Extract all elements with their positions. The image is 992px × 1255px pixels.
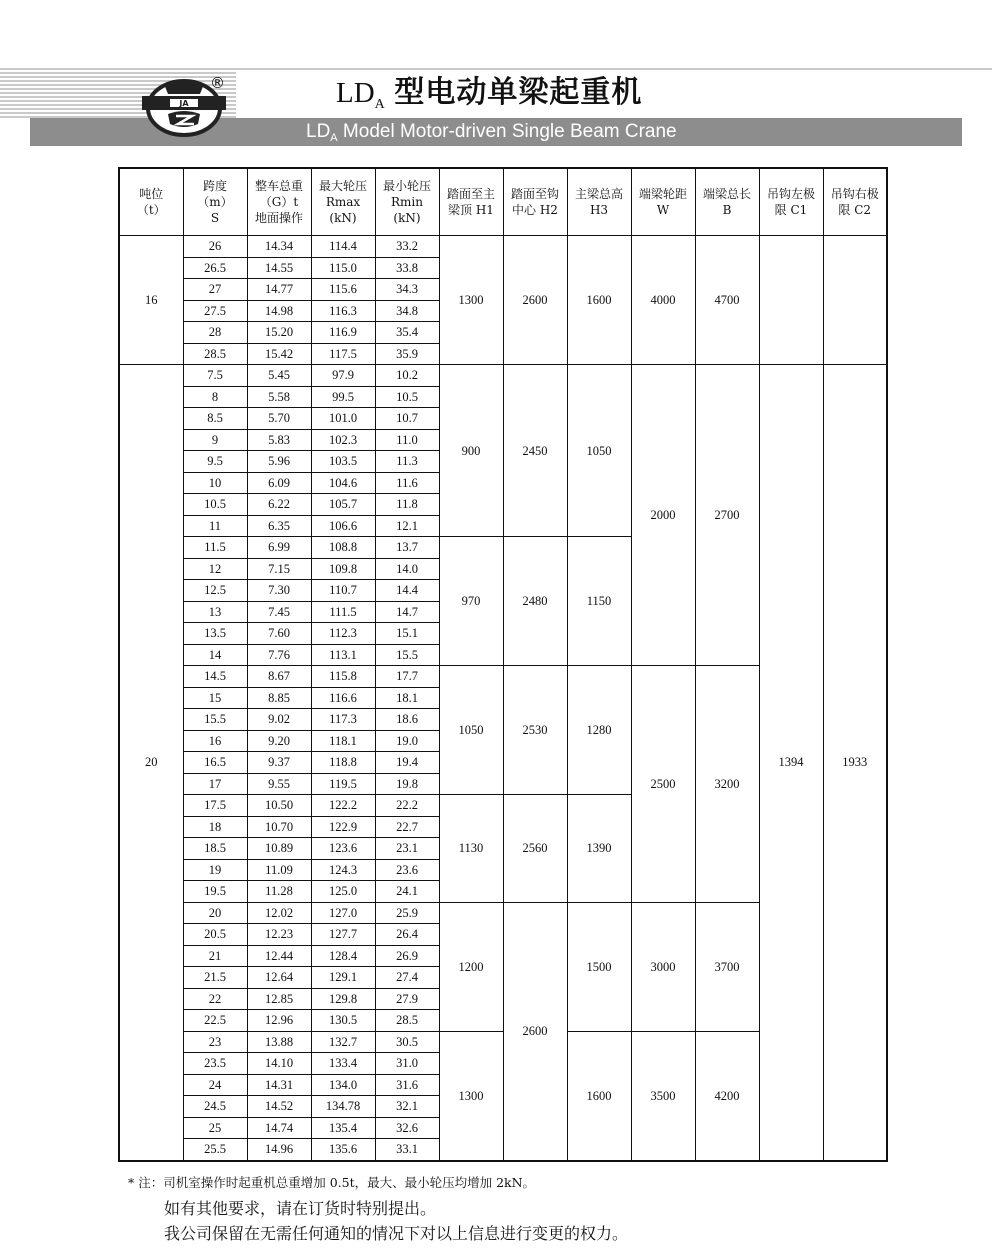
- rmax-cell: 117.3: [311, 709, 375, 731]
- column-header-line: 限 C2: [838, 203, 872, 217]
- rmin-cell: 15.5: [375, 644, 439, 666]
- rmax-cell: 111.5: [311, 601, 375, 623]
- footnote: * 注：司机室操作时起重机总重增加 0.5t，最大、最小轮压均增加 2kN。: [128, 1175, 536, 1190]
- weight-cell: 8.85: [247, 687, 311, 709]
- column-header-line: 吊钩右极: [830, 187, 879, 201]
- weight-cell: 5.45: [247, 365, 311, 387]
- rmax-cell: 130.5: [311, 1010, 375, 1032]
- h3-cell: 1500: [567, 902, 631, 1031]
- rmax-cell: 108.8: [311, 537, 375, 559]
- rmin-cell: 10.5: [375, 386, 439, 408]
- column-header-line: (kN): [329, 211, 357, 225]
- span-cell: 18.5: [183, 838, 247, 860]
- c1-cell: 1394: [759, 365, 823, 1161]
- rmin-cell: 22.2: [375, 795, 439, 817]
- column-header: [247, 168, 311, 236]
- column-header: [375, 168, 439, 236]
- span-cell: 24: [183, 1074, 247, 1096]
- rmax-cell: 122.2: [311, 795, 375, 817]
- rmin-cell: 23.6: [375, 859, 439, 881]
- span-cell: 25: [183, 1117, 247, 1139]
- column-header-line: Rmax: [325, 195, 361, 209]
- weight-cell: 14.31: [247, 1074, 311, 1096]
- weight-cell: 6.22: [247, 494, 311, 516]
- rmax-cell: 106.6: [311, 515, 375, 537]
- span-cell: 17: [183, 773, 247, 795]
- column-header-line: 最大轮压: [318, 179, 367, 193]
- rmax-cell: 116.6: [311, 687, 375, 709]
- rmin-cell: 11.3: [375, 451, 439, 473]
- rmax-cell: 119.5: [311, 773, 375, 795]
- column-header: [439, 168, 503, 236]
- rmax-cell: 101.0: [311, 408, 375, 430]
- rmax-cell: 99.5: [311, 386, 375, 408]
- rmin-cell: 23.1: [375, 838, 439, 860]
- span-cell: 22: [183, 988, 247, 1010]
- rmin-cell: 15.1: [375, 623, 439, 645]
- span-cell: 11.5: [183, 537, 247, 559]
- rmax-cell: 124.3: [311, 859, 375, 881]
- rmax-cell: 123.6: [311, 838, 375, 860]
- weight-cell: 15.42: [247, 343, 311, 365]
- rmin-cell: 19.8: [375, 773, 439, 795]
- weight-cell: 12.85: [247, 988, 311, 1010]
- title-cn-text: 型电动单梁起重机: [394, 75, 643, 110]
- rmax-cell: 128.4: [311, 945, 375, 967]
- c2-cell: 1933: [823, 365, 887, 1161]
- column-header-line: H3: [589, 203, 609, 217]
- weight-cell: 15.20: [247, 322, 311, 344]
- rmax-cell: 132.7: [311, 1031, 375, 1053]
- column-header: [311, 168, 375, 236]
- weight-cell: 7.15: [247, 558, 311, 580]
- h1-cell: 1300: [439, 1031, 503, 1161]
- span-cell: 13: [183, 601, 247, 623]
- span-cell: 28.5: [183, 343, 247, 365]
- rmin-cell: 31.6: [375, 1074, 439, 1096]
- weight-cell: 12.64: [247, 967, 311, 989]
- rmin-cell: 11.0: [375, 429, 439, 451]
- column-header-line: （t）: [136, 203, 166, 217]
- column-header-line: 跨度: [202, 179, 227, 193]
- column-header-line: （m）: [197, 195, 233, 209]
- span-cell: 15: [183, 687, 247, 709]
- column-header-line: 端梁总长: [702, 187, 751, 201]
- weight-cell: 9.20: [247, 730, 311, 752]
- h1-cell: 1130: [439, 795, 503, 903]
- w-cell: 4000: [631, 236, 695, 365]
- column-header-line: 限 C1: [774, 203, 808, 217]
- span-cell: 27.5: [183, 300, 247, 322]
- rmin-cell: 31.0: [375, 1053, 439, 1075]
- column-header-line: 吨位: [139, 187, 164, 201]
- span-cell: 23.5: [183, 1053, 247, 1075]
- weight-cell: 14.74: [247, 1117, 311, 1139]
- span-cell: 19.5: [183, 881, 247, 903]
- rmin-cell: 18.6: [375, 709, 439, 731]
- b-cell: 3700: [695, 902, 759, 1031]
- rmax-cell: 125.0: [311, 881, 375, 903]
- column-header: [119, 168, 183, 236]
- weight-cell: 8.67: [247, 666, 311, 688]
- h1-cell: 970: [439, 537, 503, 666]
- column-header-line: 端梁轮距: [638, 187, 687, 201]
- weight-cell: 5.83: [247, 429, 311, 451]
- rmin-cell: 28.5: [375, 1010, 439, 1032]
- rmax-cell: 104.6: [311, 472, 375, 494]
- span-cell: 15.5: [183, 709, 247, 731]
- weight-cell: 14.77: [247, 279, 311, 301]
- b-cell: 3200: [695, 666, 759, 903]
- b-cell: 4200: [695, 1031, 759, 1161]
- column-header-line: 中心 H2: [512, 203, 558, 217]
- rmin-cell: 14.0: [375, 558, 439, 580]
- rmin-cell: 10.2: [375, 365, 439, 387]
- weight-cell: 12.96: [247, 1010, 311, 1032]
- column-header-line: B: [722, 203, 732, 217]
- span-cell: 26.5: [183, 257, 247, 279]
- rmin-cell: 17.7: [375, 666, 439, 688]
- column-header: [183, 168, 247, 236]
- rmax-cell: 103.5: [311, 451, 375, 473]
- rights-remark: 我公司保留在无需任何通知的情况下对以上信息进行变更的权力。: [164, 1224, 629, 1243]
- h2-cell: 2530: [503, 666, 567, 795]
- weight-cell: 7.30: [247, 580, 311, 602]
- weight-cell: 10.89: [247, 838, 311, 860]
- column-header: [759, 168, 823, 236]
- h2-cell: 2480: [503, 537, 567, 666]
- weight-cell: 14.98: [247, 300, 311, 322]
- rmax-cell: 110.7: [311, 580, 375, 602]
- column-header-line: 吊钩左极: [766, 187, 815, 201]
- c1-cell: [759, 236, 823, 365]
- rmin-cell: 12.1: [375, 515, 439, 537]
- rmin-cell: 19.0: [375, 730, 439, 752]
- rmin-cell: 18.1: [375, 687, 439, 709]
- rmin-cell: 33.1: [375, 1139, 439, 1161]
- weight-cell: 9.37: [247, 752, 311, 774]
- rmax-cell: 127.7: [311, 924, 375, 946]
- column-header: [567, 168, 631, 236]
- title-model-prefix: LD: [336, 77, 375, 109]
- span-cell: 9.5: [183, 451, 247, 473]
- weight-cell: 10.70: [247, 816, 311, 838]
- span-cell: 18: [183, 816, 247, 838]
- table-row: [119, 365, 887, 387]
- span-cell: 24.5: [183, 1096, 247, 1118]
- w-cell: 2500: [631, 666, 695, 903]
- rmin-cell: 30.5: [375, 1031, 439, 1053]
- rmax-cell: 97.9: [311, 365, 375, 387]
- rmin-cell: 10.7: [375, 408, 439, 430]
- b-cell: 4700: [695, 236, 759, 365]
- span-cell: 9: [183, 429, 247, 451]
- weight-cell: 12.44: [247, 945, 311, 967]
- rmin-cell: 34.3: [375, 279, 439, 301]
- h3-cell: 1280: [567, 666, 631, 795]
- h3-cell: 1150: [567, 537, 631, 666]
- rmax-cell: 116.9: [311, 322, 375, 344]
- tonnage-cell: 16: [119, 236, 183, 365]
- span-cell: 16: [183, 730, 247, 752]
- w-cell: 2000: [631, 365, 695, 666]
- weight-cell: 6.09: [247, 472, 311, 494]
- h1-cell: 1050: [439, 666, 503, 795]
- rmax-cell: 134.0: [311, 1074, 375, 1096]
- rmin-cell: 13.7: [375, 537, 439, 559]
- rmax-cell: 129.8: [311, 988, 375, 1010]
- weight-cell: 5.70: [247, 408, 311, 430]
- span-cell: 21: [183, 945, 247, 967]
- h2-cell: 2600: [503, 902, 567, 1161]
- weight-cell: 11.28: [247, 881, 311, 903]
- span-cell: 10: [183, 472, 247, 494]
- span-cell: 27: [183, 279, 247, 301]
- column-header-line: Rmin: [391, 195, 423, 209]
- column-header: [503, 168, 567, 236]
- rmax-cell: 112.3: [311, 623, 375, 645]
- weight-cell: 9.55: [247, 773, 311, 795]
- rmax-cell: 115.8: [311, 666, 375, 688]
- rmax-cell: 135.4: [311, 1117, 375, 1139]
- rmin-cell: 14.7: [375, 601, 439, 623]
- h2-cell: 2600: [503, 236, 567, 365]
- rmin-cell: 33.2: [375, 236, 439, 258]
- title-en-prefix: LD: [306, 121, 331, 142]
- span-cell: 10.5: [183, 494, 247, 516]
- column-header-line: W: [656, 203, 670, 217]
- weight-cell: 10.50: [247, 795, 311, 817]
- w-cell: 3000: [631, 902, 695, 1031]
- span-cell: 12: [183, 558, 247, 580]
- rmin-cell: 26.9: [375, 945, 439, 967]
- rmin-cell: 22.7: [375, 816, 439, 838]
- weight-cell: 6.35: [247, 515, 311, 537]
- weight-cell: 6.99: [247, 537, 311, 559]
- c2-cell: [823, 236, 887, 365]
- h3-cell: 1390: [567, 795, 631, 903]
- rmin-cell: 27.9: [375, 988, 439, 1010]
- span-cell: 20.5: [183, 924, 247, 946]
- span-cell: 12.5: [183, 580, 247, 602]
- rmin-cell: 35.9: [375, 343, 439, 365]
- column-header: [631, 168, 695, 236]
- tonnage-cell: 20: [119, 365, 183, 1161]
- span-cell: 21.5: [183, 967, 247, 989]
- h1-cell: 1300: [439, 236, 503, 365]
- rmax-cell: 134.78: [311, 1096, 375, 1118]
- span-cell: 19: [183, 859, 247, 881]
- weight-cell: 14.10: [247, 1053, 311, 1075]
- table-row: [119, 236, 887, 258]
- rmin-cell: 14.4: [375, 580, 439, 602]
- registered-mark: ®: [210, 74, 225, 92]
- column-header-line: （G）t: [259, 195, 299, 209]
- page-title-cn: [336, 74, 642, 124]
- column-header-line: 主梁总高: [574, 187, 623, 201]
- h3-cell: 1050: [567, 365, 631, 537]
- weight-cell: 7.76: [247, 644, 311, 666]
- weight-cell: 5.58: [247, 386, 311, 408]
- weight-cell: 14.52: [247, 1096, 311, 1118]
- b-cell: 2700: [695, 365, 759, 666]
- spec-table: [118, 167, 888, 1162]
- rmin-cell: 24.1: [375, 881, 439, 903]
- rmin-cell: 27.4: [375, 967, 439, 989]
- table-header-row: [119, 168, 887, 236]
- rmax-cell: 113.1: [311, 644, 375, 666]
- rmin-cell: 33.8: [375, 257, 439, 279]
- rmin-cell: 11.6: [375, 472, 439, 494]
- span-cell: 7.5: [183, 365, 247, 387]
- weight-cell: 14.96: [247, 1139, 311, 1161]
- span-cell: 8.5: [183, 408, 247, 430]
- rmax-cell: 109.8: [311, 558, 375, 580]
- span-cell: 17.5: [183, 795, 247, 817]
- span-cell: 28: [183, 322, 247, 344]
- rmin-cell: 32.6: [375, 1117, 439, 1139]
- span-cell: 20: [183, 902, 247, 924]
- column-header-line: 梁顶 H1: [448, 203, 494, 217]
- column-header-line: 地面操作: [254, 211, 303, 225]
- span-cell: 22.5: [183, 1010, 247, 1032]
- rmax-cell: 129.1: [311, 967, 375, 989]
- rmax-cell: 133.4: [311, 1053, 375, 1075]
- h3-cell: 1600: [567, 236, 631, 365]
- rmax-cell: 122.9: [311, 816, 375, 838]
- span-cell: 26: [183, 236, 247, 258]
- span-cell: 23: [183, 1031, 247, 1053]
- weight-cell: 7.45: [247, 601, 311, 623]
- rmin-cell: 34.8: [375, 300, 439, 322]
- title-model-sub: A: [374, 97, 385, 112]
- column-header-line: 踏面至主: [446, 187, 495, 201]
- column-header: [695, 168, 759, 236]
- weight-cell: 11.09: [247, 859, 311, 881]
- weight-cell: 14.34: [247, 236, 311, 258]
- page-title-en: [306, 120, 677, 150]
- column-header-line: (kN): [393, 211, 421, 225]
- rmax-cell: 115.0: [311, 257, 375, 279]
- rmax-cell: 118.1: [311, 730, 375, 752]
- weight-cell: 12.23: [247, 924, 311, 946]
- h2-cell: 2450: [503, 365, 567, 537]
- rmax-cell: 117.5: [311, 343, 375, 365]
- h1-cell: 900: [439, 365, 503, 537]
- rmax-cell: 102.3: [311, 429, 375, 451]
- column-header-line: 最小轮压: [382, 179, 431, 193]
- span-cell: 8: [183, 386, 247, 408]
- h2-cell: 2560: [503, 795, 567, 903]
- column-header-line: 踏面至钩: [510, 187, 559, 201]
- span-cell: 16.5: [183, 752, 247, 774]
- span-cell: 14: [183, 644, 247, 666]
- rmax-cell: 105.7: [311, 494, 375, 516]
- span-cell: 11: [183, 515, 247, 537]
- svg-text:JA: JA: [179, 99, 189, 108]
- column-header-line: S: [210, 211, 220, 225]
- weight-cell: 12.02: [247, 902, 311, 924]
- title-en-text: Model Motor-driven Single Beam Crane: [337, 121, 677, 142]
- span-cell: 14.5: [183, 666, 247, 688]
- weight-cell: 13.88: [247, 1031, 311, 1053]
- title-en-sub: A: [330, 132, 338, 144]
- span-cell: 25.5: [183, 1139, 247, 1161]
- weight-cell: 5.96: [247, 451, 311, 473]
- column-header: [823, 168, 887, 236]
- rmin-cell: 19.4: [375, 752, 439, 774]
- rmax-cell: 114.4: [311, 236, 375, 258]
- rmax-cell: 135.6: [311, 1139, 375, 1161]
- weight-cell: 7.60: [247, 623, 311, 645]
- rmax-cell: 116.3: [311, 300, 375, 322]
- rmin-cell: 35.4: [375, 322, 439, 344]
- weight-cell: 14.55: [247, 257, 311, 279]
- span-cell: 13.5: [183, 623, 247, 645]
- h1-cell: 1200: [439, 902, 503, 1031]
- h3-cell: 1600: [567, 1031, 631, 1161]
- rmin-cell: 25.9: [375, 902, 439, 924]
- rmax-cell: 115.6: [311, 279, 375, 301]
- order-remark: 如有其他要求，请在订货时特别提出。: [164, 1199, 437, 1218]
- rmin-cell: 26.4: [375, 924, 439, 946]
- column-header-line: 整车总重: [254, 179, 303, 193]
- rmin-cell: 32.1: [375, 1096, 439, 1118]
- rmin-cell: 11.8: [375, 494, 439, 516]
- rmax-cell: 127.0: [311, 902, 375, 924]
- weight-cell: 9.02: [247, 709, 311, 731]
- w-cell: 3500: [631, 1031, 695, 1161]
- rmax-cell: 118.8: [311, 752, 375, 774]
